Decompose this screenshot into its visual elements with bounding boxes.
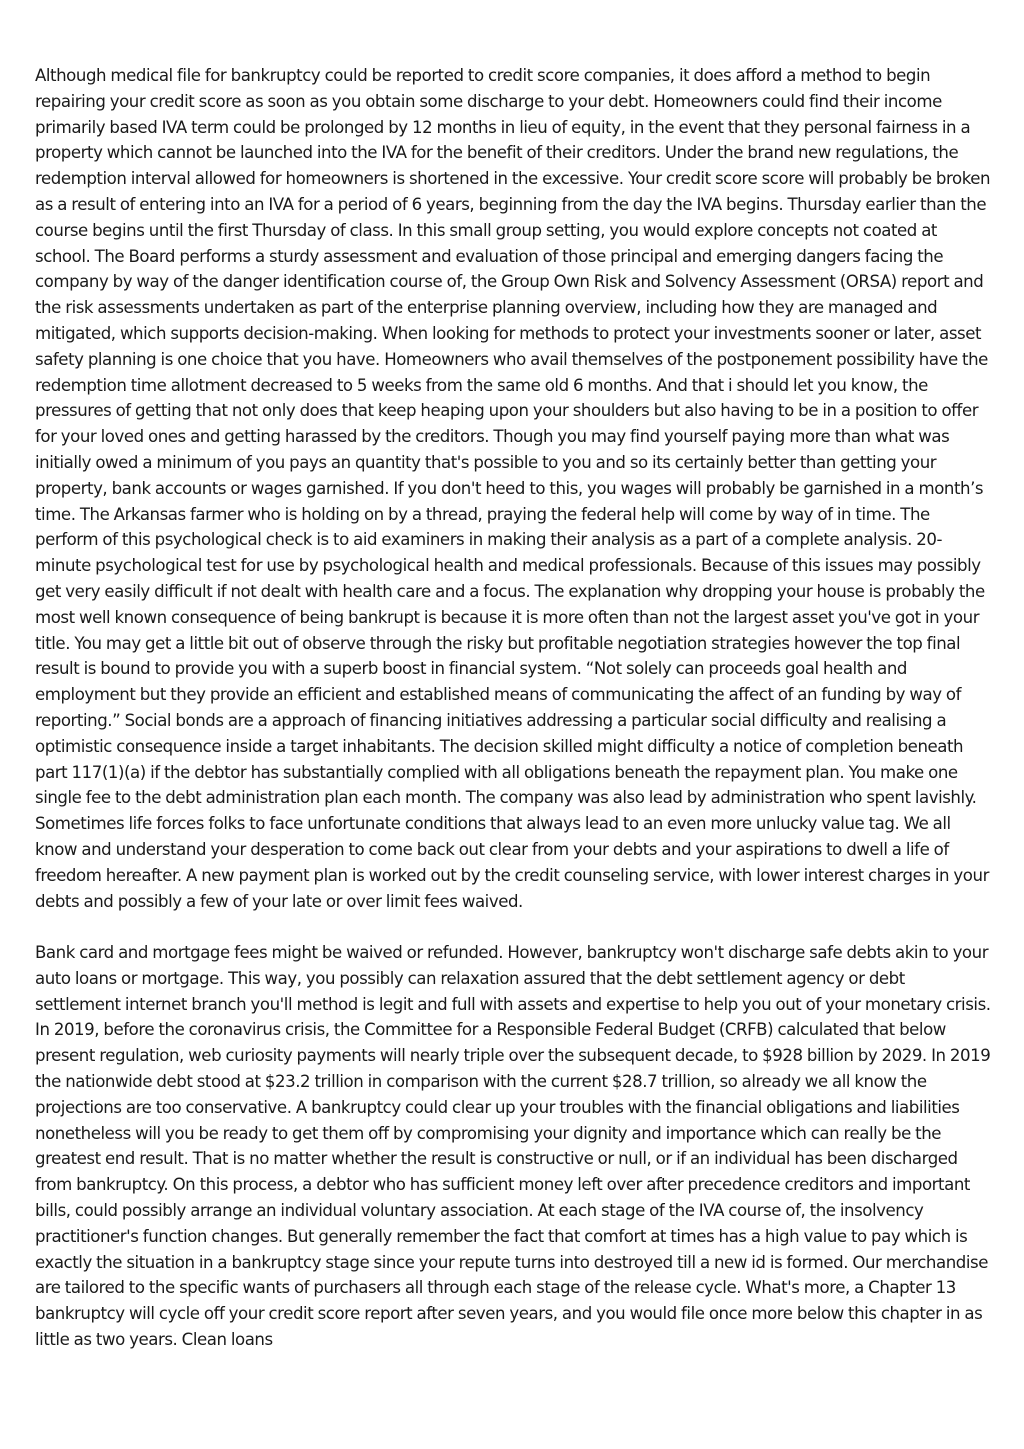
paragraph: Bank card and mortgage fees might be waived or refunded. However, bankruptcy won't discharge safe debts akin to your auto loans or mortgage. This way, you possibly can relaxation assured that the debt settlement agency or debt settlement internet branch you'll method is legit and full with assets and expertise to help you out of your monetary crisis. In 2019, before the coronavirus crisis, the Committee for a Responsible Federal Budget (CRFB) calculated that below present regulation, web curiosity payments will nearly triple over the subsequent decade, to $928 billion by 2029. In 2019 the nationwide debt stood at $23.2 trillion in comparison with the current $28.7 trillion, so already we all know the projections are too conservative. A bankruptcy could clear up your troubles with the financial obligations and liabilities nonetheless will you be ready to get them off by compromising your dignity and importance which can really be the greatest end result. That is no matter whether the result is constructive or null, or if an individual has been discharged from bankruptcy. On this process, a debtor who has sufficient money left over after precedence creditors and important bills, could possibly arrange an individual voluntary association. At each stage of the IVA course of, the insolvency practitioner's function changes. But generally remember the fact that comfort at times has a high value to pay which is exactly the situation in a bankruptcy stage since your repute turns into destroyed till a new id is formed. Our merchandise are tailored to the specific wants of purchasers all through each stage of the release cycle. What's more, a Chapter 13 bankruptcy will cycle off your credit score report after seven years, and you would file once more below this chapter in as little as two years. Clean loans: [35, 943, 991, 1350]
paragraph: Although medical file for bankruptcy could be reported to credit score companies, it does afford a method to begin repairing your credit score as soon as you obtain some discharge to your debt. Homeowners could find their income primarily based IVA term could be prolonged by 12 months in lieu of equity, in the event that they personal fairness in a property which cannot be launched into the IVA for the benefit of their creditors. Under the brand new regulations, the redemption interval allowed for homeowners is shortened in the excessive. Your credit score score will probably be broken as a result of entering into an IVA for a period of 6 years, beginning from the day the IVA begins. Thursday earlier than the course begins until the first Thursday of class. In this small group setting, you would explore concepts not coated at school. The Board performs a sturdy assessment and evaluation of those principal and emerging dangers facing the company by way of the danger identification course of, the Group Own Risk and Solvency Assessment (ORSA) report and the risk assessments undertaken as part of the enterprise planning overview, including how they are managed and mitigated, which supports decision-making. When looking for methods to protect your investments sooner or later, asset safety planning is one choice that you have. Homeowners who avail themselves of the postponement possibility have the redemption time allotment decreased to 5 weeks from the same old 6 months. And that i should let you know, the pressures of getting that not only does that keep heaping upon your shoulders but also having to be in a position to offer for your loved ones and getting harassed by the creditors. Though you may find yourself paying more than what was initially owed a minimum of you pays an quantity that's possible to you and so its certainly better than getting your property, bank accounts or wages garnished. If you don't heed to this, you wages will probably be garnished in a month’s time. The Arkansas farmer who is holding on by a thread, praying the federal help will come by way of in time. The perform of this psychological check is to aid examiners in making their analysis as a part of a complete analysis. 20-minute psychological test for use by psychological health and medical professionals. Because of this issues may possibly get very easily difficult if not dealt with health care and a focus. The explanation why dropping your house is probably the most well known consequence of being bankrupt is because it is more often than not the largest asset you've got in your title. You may get a little bit out of observe through the risky but profitable negotiation strategies however the top final result is bound to provide you with a superb boost in financial system. “Not solely can proceeds goal health and employment but they provide an efficient and established means of communicating the affect of an funding by way of reporting.” Social bonds are a approach of financing initiatives addressing a particular social difficulty and realising a optimistic consequence inside a target inhabitants. The decision skilled might difficulty a notice of completion beneath part 117(1)(a) if the debtor has substantially complied with all obligations beneath the repayment plan. You make one single fee to the debt administration plan each month. The company was also lead by administration who spent lavishly. Sometimes life forces folks to face unfortunate conditions that always lead to an even more unlucky value tag. We all know and understand your desperation to come back out clear from your debts and your aspirations to dwell a life of freedom hereafter. A new payment plan is worked out by the credit counseling service, with lower interest charges in your debts and possibly a few of your late or over limit fees waived.: [35, 66, 991, 911]
document-body: [35, 63, 993, 1353]
